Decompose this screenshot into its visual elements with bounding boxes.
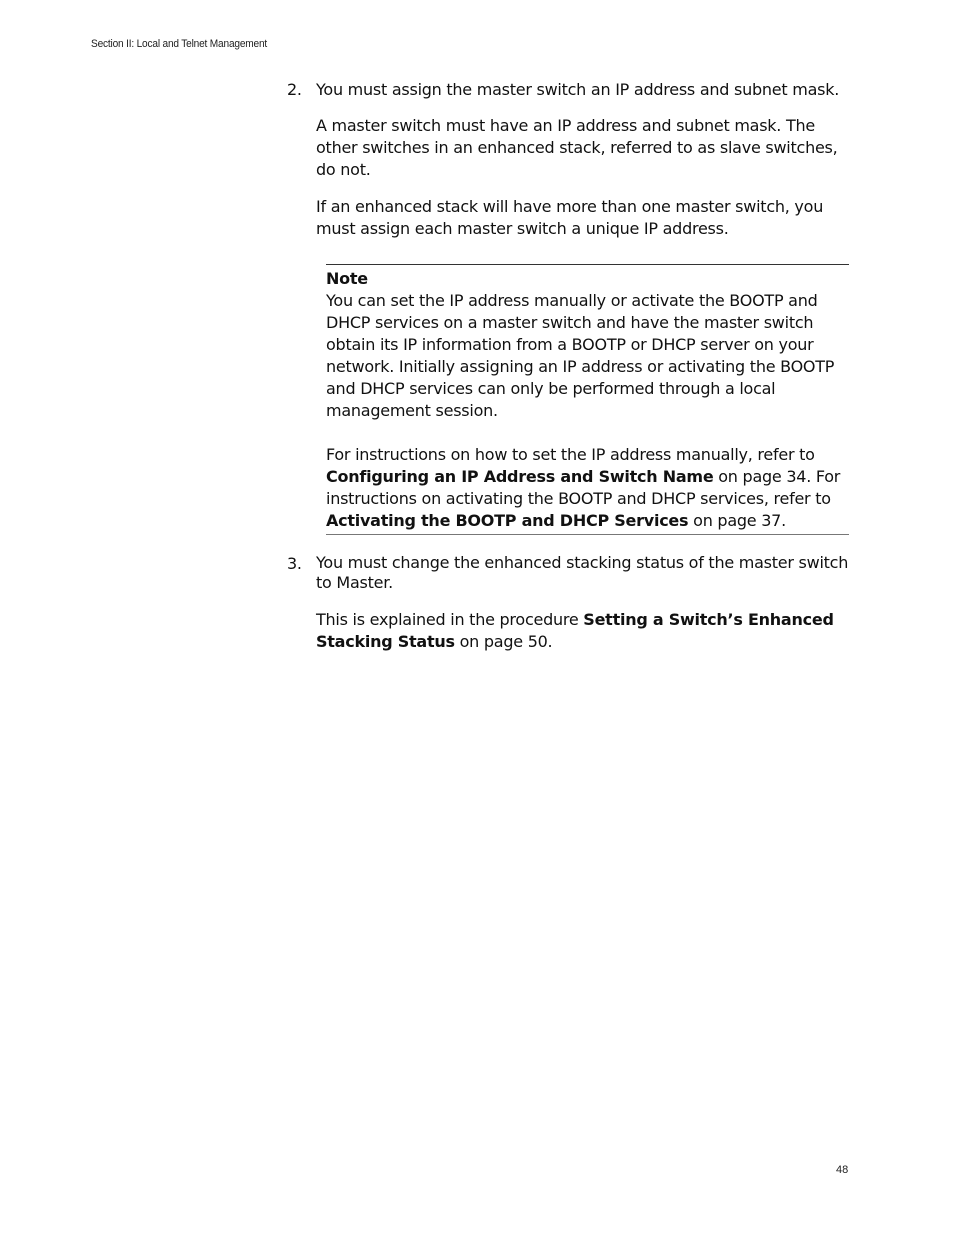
cross-reference-ip-address[interactable]: Configuring an IP Address and Switch Name [326,467,714,486]
step-2-paragraph-1: A master switch must have an IP address and subnet mask. The other switches in an enhanced stack, referred to as slave switches, do not. [316,116,838,179]
step-number: 2. [287,80,302,99]
cross-reference-enhanced-stacking-status[interactable]: Setting a Switch’s Enhanced Stacking Status [316,610,834,651]
cross-reference-bootp-dhcp[interactable]: Activating the BOOTP and DHCP Services [326,511,689,530]
note-paragraph-2-middle: on page 34. For instructions on activating the BOOTP and DHCP services, refer to [326,467,841,508]
running-header: Section II: Local and Telnet Management [91,38,268,50]
step-2-paragraph-2: If an enhanced stack will have more than one master switch, you must assign each master switch a unique IP address. [316,197,824,238]
note-paragraph-2 [326,444,849,532]
step-3-paragraph-intro: This is explained in the procedure [316,610,579,629]
step-number: 3. [287,554,302,573]
step-3-paragraph [316,609,851,653]
note-title: Note [326,269,368,288]
note-paragraph-1: You can set the IP address manually or activate the BOOTP and DHCP services on a master switch and have the master switch obtain its IP information from a BOOTP or DHCP server on your network. Initially assigning an IP address or activating the BOOTP and DHCP services can only be performed through a local management session. [326,291,835,420]
note-paragraph-2-end: on page 37. [693,511,786,530]
page-number: 48 [836,1164,849,1176]
note-paragraph-2-intro: For instructions on how to set the IP address manually, refer to [326,445,815,464]
step-3-paragraph-end: on page 50. [459,632,553,651]
step-text: You must assign the master switch an IP address and subnet mask. [316,80,840,99]
step-text: You must change the enhanced stacking status of the master switch to Master. [316,553,849,592]
note-box [326,264,849,535]
